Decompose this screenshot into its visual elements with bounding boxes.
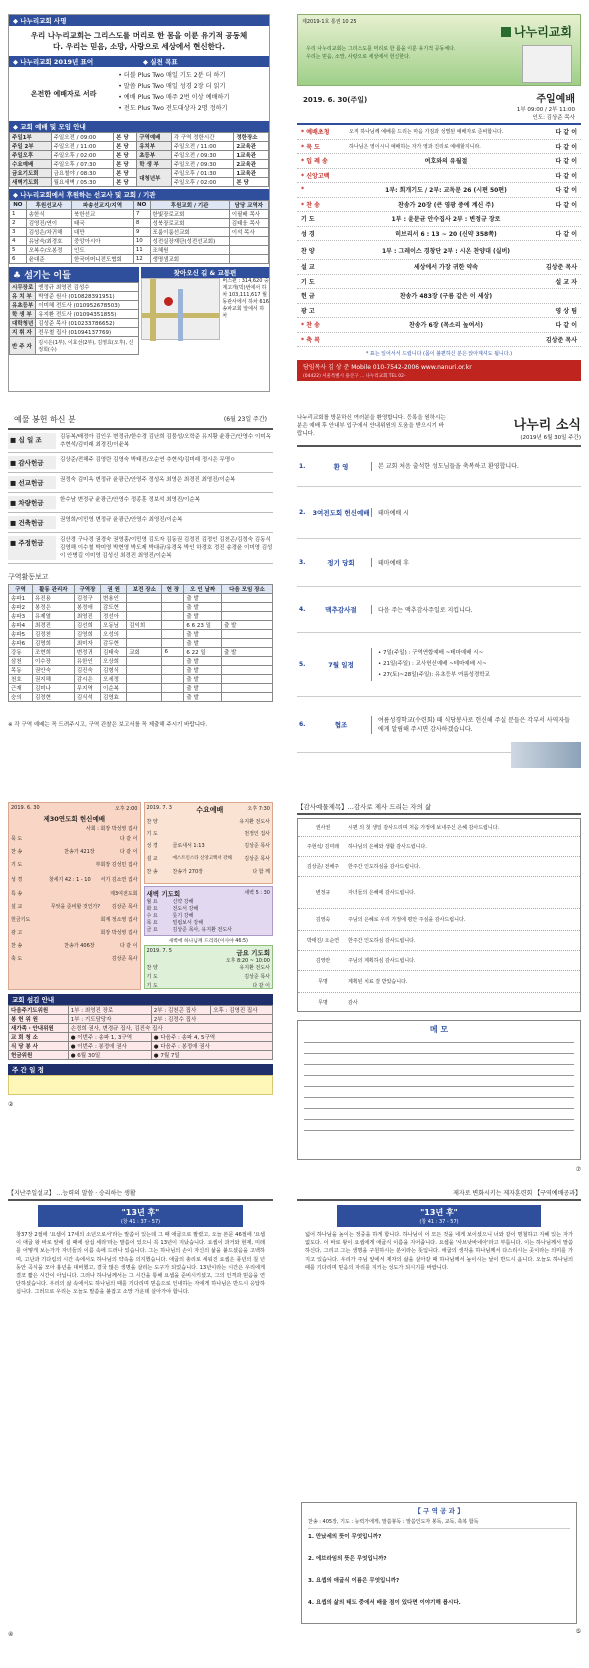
news-item: 5. 7월 일정 • 7일(주일) : 구역연합예배 ~테마예배 시~ • 21일(주일) : 교사헌신예배 ~테마예배 시~ • 27(토)~28일(주일): 유초등부 여름성경학교 [297,633,581,697]
table-row: 새벽기도회 월요새벽 / 05:30 본 당 주일오후 / 02:00 본 당 [10,178,269,187]
church-map [141,278,220,340]
lesson-ref: (창 41 : 37 - 57) [419,1219,459,1225]
practice-item: • 전도 Plus Two 전도대상자 2명 정하기 [118,105,228,112]
table-row: 송파3 유제열 최영진 정선아 출 발 [9,612,273,621]
mission-title: ◆ 나누리교회 사명 [9,15,269,26]
questions-title: 【 구 역 공 과 】 [414,1507,464,1515]
table-row: 삼천 이수장 유한인 오상희 출 발 [9,657,273,666]
table-row: 송파1 유진용 김정구 변용인 출 발 [9,594,273,603]
schedule-table [9,132,269,187]
theme-line-2: 우리는 믿음, 소망, 사랑으로 세상에서 헌신한다. [306,54,411,60]
thanks-row: 박태진/ 오순연 한주간 인도하심 감사드립니다. [298,931,580,951]
friday-prayer-box: 2019. 7. 5 금요 기도회 오후 8:20 ~ 10:00 찬 양 유지환 전도사 기 도 김상준 목사 기 도 다 같 이 [144,945,274,989]
news-title: 나누리 소식 [513,418,581,433]
order-row: * 1부: 회개기도 / 2부: 교독문 26 (시편 50편) 다 같 이 [297,183,581,198]
page-3 [8,414,273,774]
service-title: 주일예배 [536,94,575,105]
practice-item: • 더블 Plus Two 매일 기도 2분 더 하기 [118,72,226,79]
sermon-title-banner [38,1205,243,1227]
offering-row: ■ 십 일 조 김동복/배정아 김인우 변정규/한수경 김난희 김뭄성/오학준 유지황 윤광근/안영수 이미옥 추현석/김미래 최경진/이윤복 [8,430,273,453]
weekly-schedule-title: 주 간 일 정 [8,1064,273,1075]
thanks-box [297,818,581,1012]
thanks-row: 무명 감사 [318,999,358,1006]
church-photo [511,742,581,768]
church-building-icon [522,45,572,83]
table-row: 6 윤대준 한국어머니전도협회 12 생명샘교회 [10,255,269,264]
lesson-header: 제자로 변화시키는 제자훈련회 【구역예배공과】 [297,1188,581,1201]
table-row: 3 김성은/차귀해 대만 9 포룸이룸선교회 이석 목사 [10,228,269,237]
thanks-row: 변정규 자녀들의 은혜에 감사드립니다. [298,877,580,909]
news-item: 6. 협조 여름성경학교(수련회) 때 식당봉사로 헌신해 주실 분들은 각부서 사역자들에게 알림해 주시면 감사하겠습니다. [297,697,581,753]
question-item: 1. 만났세의 뜻이 무엇입니까? [308,1534,382,1540]
table-row: 시무장로 엔정규 최영진 김성수 [10,283,139,292]
page-7 [8,1188,273,1660]
offering-row: ■ 주정헌금 김산경 구나경 권경숙 권영홍/이민영 김도자 김동권 김정진 김정인 김천곤/김정숙 김동식 김영해 이수철 박미영 박현영 박도제 박대규/유경옥 박인 하경호 정진 송경윤 이미영 김성이 안병길 이미영 김성신 최경진 최영진/이순복 [8,533,273,564]
lesson-title: "13년 후" [420,1208,458,1217]
group-footnote: ※ 각 구역 예배는 꼭 드려주시고, 구역 관찰은 보고서를 꼭 제출해 주시기 바랍니다. [8,722,208,728]
table-row: 학 생 부 유지환 전도사 (01094351855) [10,310,139,319]
pastor-line: 담임목사 김 상 준 Mobile 010-7542-2006 www.nanuri.or.kr [297,360,581,373]
lesson-title-banner [337,1205,541,1227]
table-row: 식 당 봉 사 ● 이번주 : 봉정애 권사 ● 다음주 : 봉정애 권사 [9,1042,273,1051]
order-row: 기 도 설 교 자 [297,275,581,290]
sunday-afternoon-box: 2019. 6. 30 오후 2:00 제30연도회 헌신예배 사회 : 회장 박성영 집사 묵 도 다 같 이 찬 송 찬송가 421장 다 같 이 기 도 부회장 김성민 집사 성 경 창세기 42 : 1 - 10 서기 김소연 집사 특 송 제3여전도회 설 교 무엇을 준비할 것인가? 김상준 목사 헌금기도 회계 정소영 집사 광 고 회장 박성영 집사 찬 송 찬송가 406장 다 같 이 축 도 김상준 목사 [8,802,141,990]
page-number: ⑦ [575,1166,581,1172]
sermon-title: "13년 후" [121,1208,160,1217]
table-row: 송파6 김명희 최미자 감두현 출 발 [9,639,273,648]
offering-row: ■ 차량헌금 한수남 변정규 윤광근/안영수 정종훈 정보석 최영진/이순복 [8,493,273,513]
table-row: 4 유남숙/최경호 중앙아시아 10 성전실장재단(성전선교회) [10,237,269,246]
table-row: 수요예배 주일오후 / 07:30 본 당 학 생 부 주일오전 / 09:30 2교육관 [10,160,269,169]
service-times: 1부 09:00 / 2부 11:00 [516,107,575,113]
table-row: 반 주 자 김시은(1부), 이효선(2부), 김영효(오후), 신정희(수) [10,337,139,355]
church-logo-icon [501,27,511,37]
issue-info: 제2019-1호 통권 10 25 [302,19,357,25]
thanks-row: 김영숙 주님의 은혜로 우리 가정에 평안 주심을 감사드립니다. [298,909,580,931]
table-row: 목동 권안숙 김진숙 김형식 출 발 [9,666,273,675]
question-item: 4. 요셉의 삶의 태도 중에서 배울 점이 있다면 이야기해 봅시다. [308,1600,461,1606]
table-row: 숭의 김정현 김식석 김영효 출 발 [9,693,273,702]
page-number: ⑤ [575,1628,581,1635]
offering-list [8,428,273,564]
welcome-note: 나누리교회를 방문하신 여러분을 환영합니다. 등록을 원하시는 분은 예배 후 안내부 입구에서 안내위원의 도움을 받으시기 바랍니다. [297,415,446,437]
table-row: 주일오후 주일오후 / 02:00 본 당 초등부 주일오전 / 09:30 1교육관 [10,151,269,160]
order-row: 광 고 영 상 팀 [297,304,581,319]
table-row: 새가족・안내위원 손경희 권사, 변경규 집사, 김진숙 집사 [9,1024,273,1033]
lesson-questions-box [301,1502,577,1624]
question-item: 2. 에브라임의 뜻은 무엇입니까? [308,1556,387,1562]
dawn-prayer-box: 새벽 기도회 새벽 5 : 30 월 요 신약 강해 화 요 전도서 강해 수 요 룻기 강해 목 요 빌립보서 강해 금 요 김상준 목사, 유지환 전도사 [144,886,274,936]
page-5 [8,802,273,1172]
goal-title: ◆ 나누리교회 2019년 표어 [9,56,139,67]
offering-row: ■ 선교헌금 권정숙 김미옥 변정규 윤광근/안영주 정성옥 최영은 최경진 최영진/이순복 [8,473,273,493]
bus-info: 버스편 : 314,620 중계고개(빅)번에서 하차 103,111,617 월동관사에서 하차 616 송파교회 앞에서 하차 [222,278,269,319]
order-row: 헌 금 찬송가 483장 (구름 같은 이 세상) [297,289,581,304]
thanks-row: 무명 계획된 치료 잘 받았습니다. [298,971,580,993]
table-row: 유초등부 이미혜 전도사 (010952678503) [10,301,139,310]
mission-support-table [9,200,269,264]
order-row: 성 경 히브리서 6 : 13 ~ 20 (신약 358쪽) 다 같 이 [297,227,581,242]
table-row: 교 회 청 소 ● 이번주 : 송파 1, 3구역 ● 다음주 : 송파 4, 5구역 [9,1033,273,1042]
map-title: 찾아오신 길 & 교통편 [141,267,269,278]
sermon-header: 【지난주일설교】 ...능력의 말씀 · 승리하는 생활 [8,1188,273,1201]
table-row: 봉 헌 위 원 1부 : 기도담당자 2부 : 김정수 집사 [9,1015,273,1024]
staff-table [9,282,139,355]
year-goal: 온전한 예배자로 서라 [30,90,97,98]
table-row: 강동 조현희 변정귀 김태숙 교회 6 6 22 일 출 발 [9,648,273,657]
thanks-title: 【감사예물제목】...감사로 제사 드리는 자의 삶 [297,802,581,815]
table-row: 지 휘 자 전우철 집사 (01094137769) [10,328,139,337]
order-row: * 묵 도 하나님은 영이시니 예배하는 자가 영과 진리로 예배할지니라. 다 같 이 [297,140,581,155]
table-row: 헌금위원 ● 6월 30일 ● 7월 7일 [9,1051,273,1060]
mission-text: 우리 나누리교회는 그리스도를 머리로 한 몸을 이룬 유기적 공동체다. 우리는 믿음, 소망, 사랑으로 세상에서 현신한다. [30,31,248,51]
table-header: 구역 활동 관리자 구역장 권 원 보전 장소 헌 장 오 인 날짜 다음 모임 장소 [9,585,273,594]
page-1 [8,14,270,392]
memo-title: 메 모 [429,1025,449,1034]
table-row: 근재 김미나 무지역 이순복 출 발 [9,684,273,693]
church-marker-icon [164,297,173,306]
standing-notice: * 표는 일어서서 드립니다 (몸이 불편하신 분은 앉아계셔도 됩니다.) [365,351,513,357]
roles-table [8,1005,273,1060]
thanks-row: 김상준/ 전해주 한주간 인도하심을 감사드립니다. [298,857,580,877]
practice-item: • 예배 Plus Two 매주 2번 이상 예배하기 [118,94,230,101]
table-row: 다음주기도위원 1부 : 최영진 장로 2부 : 김천곤 집사 오후 : 김영진 집사 [9,1006,273,1015]
table-row: 송파5 김정천 김영희 오성의 출 발 [9,630,273,639]
page-number: ② [8,1101,14,1108]
news-item: 4. 맥추감사절 다음 주는 맥추감사주일로 지킵니다. [297,587,581,633]
order-row: 설 교 세상에서 가장 귀한 약속 김상준 목사 [297,260,581,275]
offering-date: (6월 23일 주간) [223,416,267,423]
table-row: 주일1부 주일오전 / 09:00 본 당 구역예배 각 구역 정한시간 정한장소 [10,133,269,142]
page-2 [297,14,581,392]
order-row: * 입 례 송 여호와의 유월절 다 같 이 [297,154,581,169]
order-row: * 신앙고백 다 같 이 [297,169,581,184]
staff-title: ♣ 섬기는 이들 [9,267,139,282]
church-logo: 나누리교회 [501,23,572,40]
table-row: 1 송한식 북한선교 7 한빛장로교회 이필배 목사 [10,210,269,219]
table-header: NO 후원선교사 파송선교지/지역 NO 후원교회 / 기관 담당 교역자 [10,201,269,210]
table-row: 천호 권지해 감시은 오세정 출 발 [9,675,273,684]
news-date: (2019년 6월 30일 주간) [520,435,581,441]
news-item: 2. 3여전도회 헌신예배 테마예배 시 [297,487,581,539]
sermon-body: 창37장 2절에 '요셉이 17세의 소년으로서'라는 말씀이 있는데 그 때 애굽으로 팔렸고, 오늘 본문 46절에 '요셉이 애굽 왕 바로 앞에 설 때에 삼십 세라'라는 말씀이 있으니 꼭 13년이 지났습니다. 요셉이 과거와 현재, 미래를 어떻게 보는가가 자녀들의 이름 속에 드러나 있습니다. 그는 하나님의 손이 자신의 삶을 붙드셨음을 고백하며, 고난과 기다림의 시간 속에서도 하나님의 약속을 의지했습니다. 애굽의 총리로 세워진 요셉은 풍년의 칠 년 동안 곡식을 모아 흉년을 대비했고, 결국 많은 생명을 살리는 도구가 되었습니다. 13년이라는 시간은 우리에게 결코 짧은 시간이 아닙니다. 그러나 하나님께서는 그 시간을 통해 요셉을 준비시키셨고, 그의 인격과 믿음을 연단하셨습니다. 우리의 삶 속에서도 하나님의 때를 기다리며 믿음으로 인내하는 자에게 하나님은 반드시 응답하십니다. 그러므로 우리는 오늘도 말씀을 붙잡고 소망 가운데 살아가야 합니다. [16,1232,265,1296]
wednesday-box: 2019. 7. 3 수요예배 오후 7:30 찬 양 유지환 전도사 기 도 천정인 집사 성 경 골로새서 1:13 김상준 목사 설 교 예스트인스타 신앙고백서 강해 김상준 목사 찬 송 찬송가 270장 다 함 께 [144,802,274,884]
page-8 [297,1188,581,1660]
address-line: (04422) 서울특별시 용산구 ... 나누리교회 TEL 02- [297,373,581,381]
table-row: 송파4 최경진 김선희 오동님 김익희 6 6 23 일 출 발 [9,621,273,630]
page-4 [297,414,581,774]
news-item: 1. 환 영 본 교회 처음 출석한 성도님들을 축복하고 환영합니다. [297,447,581,487]
thanks-row: 김영란 주님의 계획하심 감사드립니다. [298,951,580,971]
practice-item: • 말씀 Plus Two 매일 성경 2장 더 읽기 [118,83,226,90]
sermon-ref: (창 41 : 37 - 57) [120,1219,161,1225]
table-row: 금요기도회 금요철야 / 08:30 본 당 대청년부 주일오후 / 01:30 1교육관 [10,169,269,178]
order-row: 기 도 1부 : 윤문균 안수집사 2부 : 변정규 장로 [297,212,581,227]
sunday-afternoon-title: 제30연도회 헌신예배 [43,815,106,823]
table-row: 유 치 부 박영준 원사 (010828391951) [10,292,139,301]
order-of-worship [297,123,581,347]
order-row: * 축 복 김상준 목사 [297,333,581,348]
questions-intro: 찬송 : 405장, 기도 : 능력가에게, 말씀봉독 : 말씀인도자 봉독, 교독, 축복 합독 [308,1518,570,1529]
news-item: 3. 정기 당회 테마예배 후 [297,539,581,587]
order-row: 찬 양 1부 : 그레이스 경창단 2부 : 시온 찬양대 (실버) [297,241,581,260]
group-report-title: 구역활동보고 [8,573,49,581]
offering-row: ■ 건축헌금 권영희/이민영 변정규 윤광근/안영수 최영진/이순복 [8,513,273,533]
page-6 [297,802,581,1172]
table-row: 2 김영진/연이 태국 8 성북장로교회 김태웅 목사 [10,219,269,228]
thanks-row: 권사권 시편 의 첫 생일 감사드리며 처음 가정에 보내주신 은혜 감사드립니다. [298,819,580,837]
table-row: 주일 2부 주일오전 / 11:00 본 당 유치부 주일오전 / 11:00 2교육관 [10,142,269,151]
thanks-row: 주현석/ 김미래 하나님의 은혜와 생활 감사드립니다. [298,837,580,857]
theme-line: 우리 나누리교회는 그리스도를 머리로 한 몸을 이룬 유기적 공동체다. [306,46,456,52]
church-header [297,14,581,86]
practice-title: ◆ 실천 목표 [139,56,269,67]
table-row: 대학청년 김성준 목사 (010233786652) [10,319,139,328]
group-report-table [8,584,273,702]
service-leader: 인도: 김상준 목사 [532,115,575,121]
table-row: 5 오복수/오봉정 인도 11 조혜원 [10,246,269,255]
weekly-schedule-box [8,1075,273,1095]
offering-title: 예물 봉헌 하신 분 [14,415,76,424]
schedule-title: ◆ 교회 예배 및 모임 안내 [9,121,269,132]
order-row: * 찬 송 찬송가 20장 (큰 영광 중에 계신 주) 다 같 이 [297,198,581,213]
order-row: * 찬 송 찬송가 6장 (목소리 높여서) 다 같 이 [297,318,581,333]
memo-box [297,1020,581,1160]
lesson-body: 넓어 하나님을 높이는 정중을 하게 합니다. 하나님이 이 모든 것을 네게 보이셨으니 너와 같이 명철하고 지혜 있는 자가 없도다. 이 바로 왕이 요셉에게 애굽식 이름을 지어줍니다. 요셉을 '사브낫바네아'라고 부릅니다. 이는 하나님께서 말씀하신다, 그리고 그는 생명을 구원하시는 분이라는 뜻입니다. 애굽의 생각을 하나님께서 다스리시는 곳이라는 의미를 가지고 있습니다. 우리가 주님 앞에서 제자의 삶을 살아갈 때 하나님께서 높이시는 날이 반드시 옵니다. 오늘도 하나님의 때를 기다리며 믿음의 자리를 지키는 성도가 되시기를 바랍니다. [305,1232,573,1271]
page-number: ④ [8,1631,14,1638]
table-row: 송파2 봉정은 봉정애 감도현 출 발 [9,603,273,612]
news-list [297,445,581,753]
roles-title: 교회 섬김 안내 [8,994,273,1005]
people-icon: ♣ [13,271,25,281]
service-date: 2019. 6. 30(주일) [303,96,368,104]
offering-row: ■ 감사헌금 김상준/전해주 김영란 김영숙 박태진/오순연 추현석/김미래 정시은 무명ㅇ [8,453,273,473]
mission-support-title: ◆ 나누리교회에서 후원하는 선교사 및 교회 / 기관 [9,189,269,200]
question-item: 3. 요셉의 애굽식 이름은 무엇입니까? [308,1578,400,1584]
dawn-note: 새벽에 하나님께 드리라(이사야 46:5) [168,939,248,944]
order-row: * 예배초청 오직 하나님께 예배를 드리는 마음 가짐과 성별된 예배자로 준비합니다. 다 같 이 [297,125,581,140]
